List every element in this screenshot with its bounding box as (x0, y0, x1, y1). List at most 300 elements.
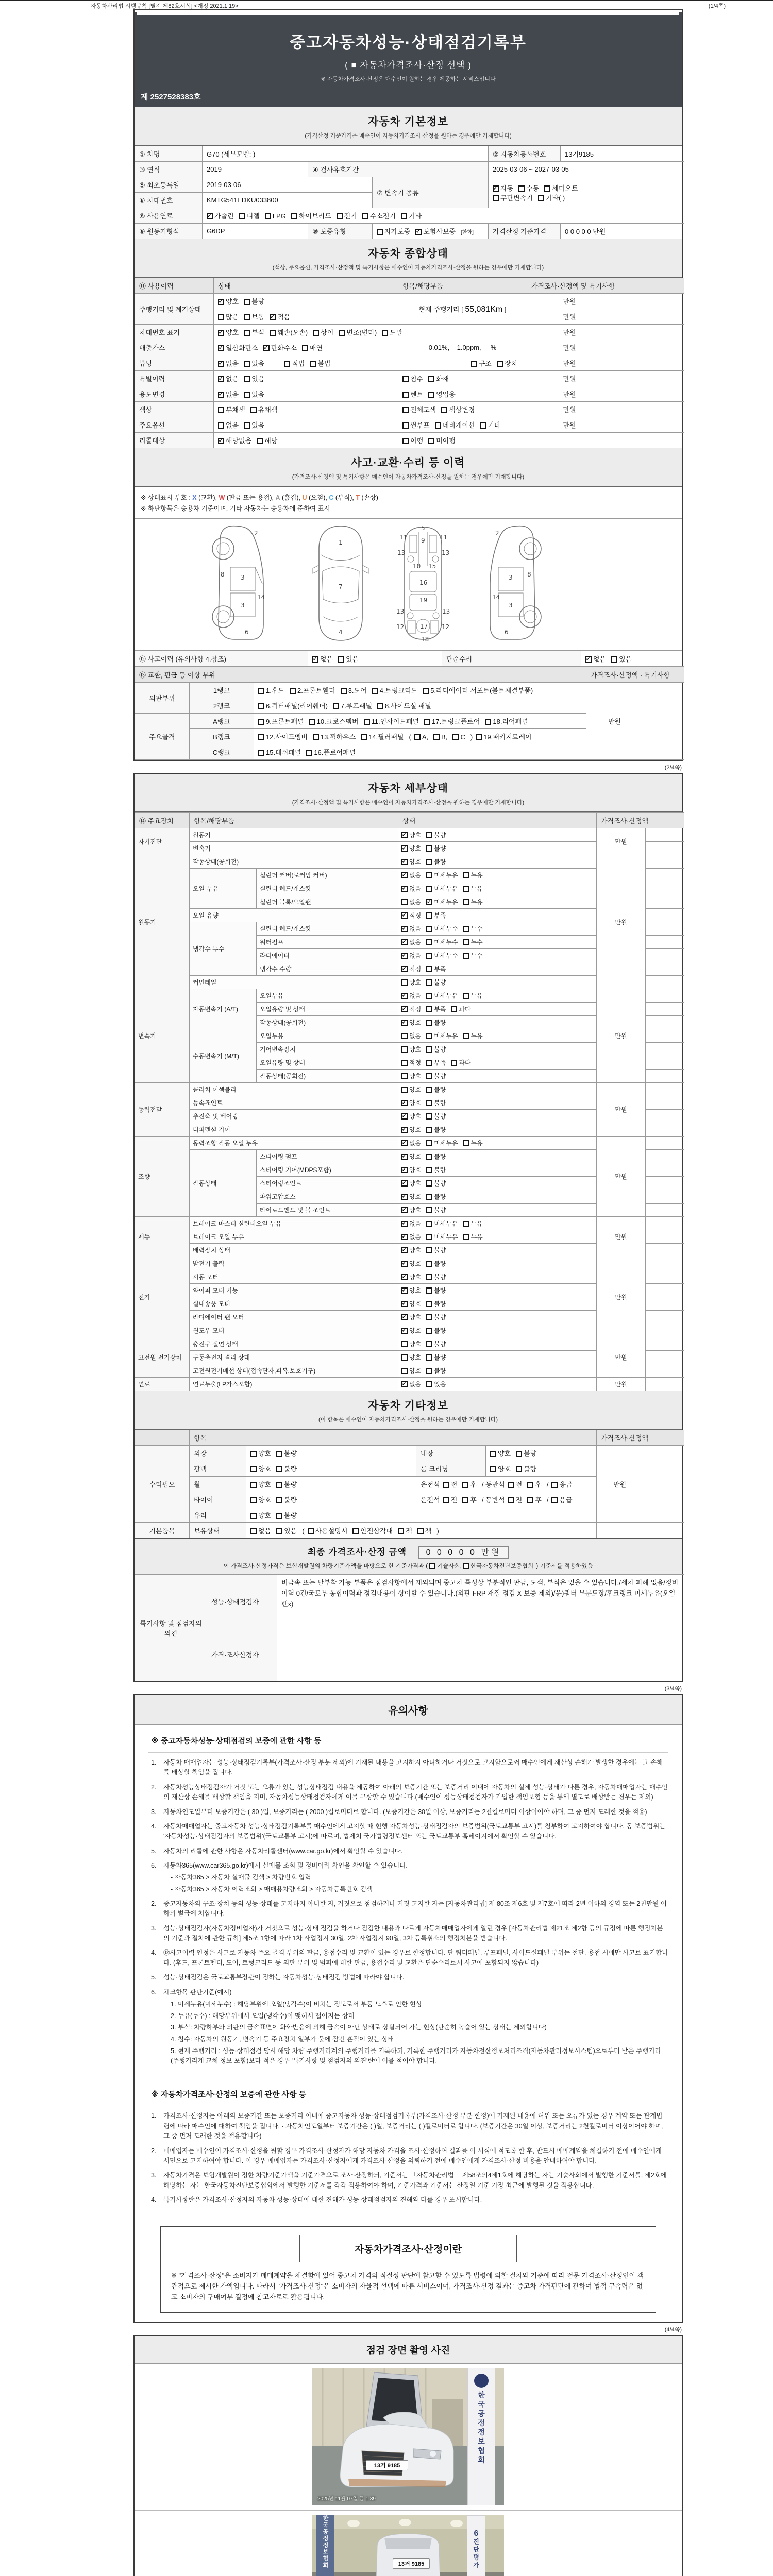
check-option[interactable] (258, 747, 301, 757)
check-option[interactable] (426, 964, 446, 973)
check-option[interactable] (538, 193, 565, 202)
checkbox-icon[interactable] (309, 719, 315, 725)
checkbox-icon[interactable] (426, 1060, 432, 1066)
check-option[interactable] (490, 1464, 511, 1473)
check-option[interactable] (401, 884, 421, 893)
checkbox-icon[interactable] (250, 1513, 257, 1519)
checkbox-icon[interactable] (426, 966, 432, 972)
check-option[interactable] (426, 1005, 446, 1013)
checkbox-icon[interactable] (426, 1167, 432, 1173)
check-option[interactable] (401, 1045, 421, 1054)
check-option[interactable] (463, 1031, 483, 1040)
check-option[interactable] (276, 1448, 297, 1458)
check-option[interactable] (493, 193, 533, 202)
checkbox-icon[interactable] (426, 1140, 432, 1146)
check-option[interactable] (426, 1139, 458, 1147)
check-option[interactable] (401, 1366, 421, 1375)
checkbox-icon[interactable] (426, 912, 432, 919)
checkbox-icon[interactable] (218, 407, 224, 413)
check-option[interactable] (302, 343, 323, 352)
checkbox-icon[interactable] (244, 361, 250, 367)
checkbox-icon[interactable] (443, 1482, 449, 1488)
check-option[interactable] (207, 211, 234, 221)
checkbox-icon[interactable] (218, 422, 224, 429)
check-option[interactable] (218, 312, 239, 321)
check-option[interactable] (291, 211, 331, 221)
check-option[interactable] (218, 343, 258, 352)
checkbox-icon[interactable] (426, 1354, 432, 1361)
check-option[interactable] (244, 358, 264, 368)
checkbox-icon[interactable] (516, 1451, 522, 1457)
check-option[interactable] (428, 374, 449, 383)
check-option[interactable] (276, 1526, 297, 1535)
check-option[interactable] (426, 1286, 446, 1295)
checkbox-icon[interactable] (551, 1482, 558, 1488)
checkbox-icon[interactable] (276, 1528, 282, 1534)
check-option[interactable] (426, 1085, 446, 1094)
check-option[interactable] (426, 871, 458, 879)
checkbox-icon[interactable] (401, 1354, 408, 1361)
checkbox-icon[interactable] (426, 859, 432, 865)
check-option[interactable] (426, 1353, 446, 1362)
check-option[interactable] (426, 1058, 446, 1067)
checkbox-icon[interactable] (452, 734, 459, 740)
checkbox-icon[interactable] (426, 1301, 432, 1307)
check-option[interactable] (270, 327, 308, 337)
checkbox-icon[interactable] (493, 195, 499, 201)
check-option[interactable] (218, 435, 251, 445)
check-option[interactable] (218, 420, 239, 430)
check-option[interactable] (428, 389, 456, 399)
checkbox-checked-icon[interactable] (401, 1274, 408, 1280)
check-option[interactable] (401, 1179, 421, 1188)
check-option[interactable] (250, 1448, 271, 1458)
check-option[interactable] (435, 420, 475, 430)
checkbox-icon[interactable] (426, 1341, 432, 1347)
checkbox-icon[interactable] (308, 1528, 314, 1534)
checkbox-icon[interactable] (372, 688, 378, 694)
checkbox-checked-icon[interactable] (218, 361, 224, 367)
check-option[interactable] (402, 435, 423, 445)
checkbox-icon[interactable] (276, 1482, 282, 1488)
check-option[interactable] (401, 1353, 421, 1362)
checkbox-icon[interactable] (426, 953, 432, 959)
checkbox-icon[interactable] (426, 1247, 432, 1253)
check-option[interactable] (544, 183, 578, 193)
checkbox-checked-icon[interactable] (312, 656, 318, 663)
check-option[interactable] (463, 938, 483, 946)
checkbox-icon[interactable] (377, 229, 383, 235)
check-option[interactable] (382, 327, 402, 337)
checkbox-icon[interactable] (313, 734, 319, 740)
checkbox-icon[interactable] (463, 899, 469, 905)
check-option[interactable] (401, 1192, 421, 1201)
checkbox-icon[interactable] (426, 1194, 432, 1200)
check-option[interactable] (364, 716, 419, 726)
checkbox-icon[interactable] (402, 438, 409, 444)
checkbox-icon[interactable] (428, 438, 434, 444)
checkbox-checked-icon[interactable] (401, 926, 408, 932)
check-option[interactable] (401, 871, 421, 879)
check-option[interactable] (426, 1366, 446, 1375)
checkbox-checked-icon[interactable] (401, 1221, 408, 1227)
checkbox-checked-icon[interactable] (585, 656, 592, 663)
checkbox-icon[interactable] (306, 750, 312, 756)
checkbox-checked-icon[interactable] (218, 345, 224, 351)
checkbox-icon[interactable] (258, 750, 264, 756)
check-option[interactable] (527, 1479, 542, 1489)
checkbox-checked-icon[interactable] (415, 229, 422, 235)
checkbox-icon[interactable] (338, 656, 344, 663)
checkbox-icon[interactable] (313, 330, 319, 336)
check-option[interactable] (401, 1313, 421, 1321)
checkbox-checked-icon[interactable] (401, 1287, 408, 1294)
checkbox-checked-icon[interactable] (401, 1180, 408, 1187)
checkbox-icon[interactable] (462, 1482, 468, 1488)
check-option[interactable] (585, 654, 606, 664)
checkbox-icon[interactable] (270, 330, 276, 336)
check-option[interactable] (426, 884, 458, 893)
check-option[interactable] (426, 1273, 446, 1281)
checkbox-icon[interactable] (426, 1274, 432, 1280)
check-option[interactable] (463, 991, 483, 1000)
check-option[interactable] (426, 1192, 446, 1201)
checkbox-icon[interactable] (250, 1482, 257, 1488)
checkbox-icon[interactable] (426, 845, 432, 852)
checkbox-icon[interactable] (426, 886, 432, 892)
check-option[interactable] (551, 1479, 572, 1489)
check-option[interactable] (463, 951, 483, 960)
check-option[interactable] (463, 1139, 483, 1147)
checkbox-icon[interactable] (361, 734, 367, 740)
checkbox-icon[interactable] (250, 1466, 257, 1472)
check-option[interactable] (372, 685, 418, 695)
check-option[interactable] (451, 1058, 470, 1067)
checkbox-icon[interactable] (244, 422, 250, 429)
check-option[interactable] (401, 1018, 421, 1027)
check-option[interactable] (352, 1526, 393, 1535)
checkbox-checked-icon[interactable] (401, 1234, 408, 1240)
checkbox-icon[interactable] (250, 407, 257, 413)
check-option[interactable] (401, 1112, 421, 1121)
checkbox-checked-icon[interactable] (401, 1247, 408, 1253)
check-option[interactable] (433, 733, 447, 741)
check-option[interactable] (401, 1326, 421, 1335)
checkbox-checked-icon[interactable] (401, 1328, 408, 1334)
check-option[interactable] (401, 1286, 421, 1295)
check-option[interactable] (401, 897, 421, 906)
check-option[interactable] (426, 911, 446, 920)
checkbox-icon[interactable] (401, 1368, 408, 1374)
check-option[interactable] (218, 296, 239, 306)
checkbox-icon[interactable] (443, 1497, 449, 1503)
checkbox-checked-icon[interactable] (401, 1314, 408, 1320)
checkbox-icon[interactable] (611, 656, 617, 663)
checkbox-icon[interactable] (401, 1073, 408, 1079)
checkbox-icon[interactable] (244, 314, 250, 320)
check-option[interactable] (239, 211, 260, 221)
check-option[interactable] (443, 1479, 458, 1489)
checkbox-icon[interactable] (441, 407, 447, 413)
checkbox-icon[interactable] (337, 213, 343, 219)
check-option[interactable] (527, 1495, 542, 1504)
checkbox-icon[interactable] (310, 361, 316, 367)
checkbox-icon[interactable] (402, 407, 409, 413)
check-option[interactable] (244, 296, 264, 306)
checkbox-icon[interactable] (333, 703, 339, 709)
checkbox-icon[interactable] (518, 185, 525, 192)
check-option[interactable] (611, 654, 632, 664)
checkbox-checked-icon[interactable] (401, 1194, 408, 1200)
check-option[interactable] (415, 226, 456, 236)
check-option[interactable] (471, 358, 492, 368)
checkbox-icon[interactable] (508, 1497, 514, 1503)
checkbox-icon[interactable] (362, 213, 368, 219)
check-option[interactable] (518, 183, 539, 193)
checkbox-icon[interactable] (352, 1528, 359, 1534)
check-option[interactable] (480, 420, 500, 430)
check-option[interactable] (250, 1510, 271, 1520)
checkbox-checked-icon[interactable] (401, 939, 408, 945)
checkbox-icon[interactable] (508, 1482, 514, 1488)
checkbox-checked-icon[interactable] (401, 859, 408, 865)
check-option[interactable] (401, 1273, 421, 1281)
check-option[interactable] (426, 978, 446, 987)
checkbox-icon[interactable] (401, 1341, 408, 1347)
check-option[interactable] (401, 1165, 421, 1174)
checkbox-icon[interactable] (339, 330, 345, 336)
check-option[interactable] (401, 1031, 421, 1040)
check-option[interactable] (309, 716, 359, 726)
checkbox-icon[interactable] (426, 1100, 432, 1106)
check-option[interactable] (339, 327, 377, 337)
checkbox-checked-icon[interactable] (401, 1154, 408, 1160)
check-option[interactable] (426, 1326, 446, 1335)
checkbox-icon[interactable] (426, 1234, 432, 1240)
checkbox-icon[interactable] (258, 688, 264, 694)
checkbox-icon[interactable] (426, 1087, 432, 1093)
check-option[interactable] (401, 1246, 421, 1255)
check-option[interactable] (250, 1479, 271, 1489)
checkbox-icon[interactable] (426, 1180, 432, 1187)
check-option[interactable] (313, 732, 356, 741)
checkbox-icon[interactable] (377, 703, 383, 709)
checkbox-checked-icon[interactable] (401, 872, 408, 878)
checkbox-icon[interactable] (398, 1528, 404, 1534)
check-option[interactable] (426, 1232, 458, 1241)
checkbox-icon[interactable] (426, 1046, 432, 1053)
check-option[interactable] (401, 1098, 421, 1107)
checkbox-icon[interactable] (463, 953, 469, 959)
checkbox-checked-icon[interactable] (270, 314, 276, 320)
checkbox-icon[interactable] (463, 1563, 469, 1569)
checkbox-icon[interactable] (276, 1451, 282, 1457)
check-option[interactable] (426, 1018, 446, 1027)
checkbox-icon[interactable] (490, 1466, 496, 1472)
check-option[interactable] (426, 1380, 446, 1388)
check-option[interactable] (452, 733, 465, 741)
check-option[interactable] (377, 701, 431, 710)
checkbox-icon[interactable] (538, 195, 544, 201)
check-option[interactable] (401, 1380, 421, 1388)
checkbox-icon[interactable] (463, 1033, 469, 1039)
check-option[interactable] (258, 701, 328, 710)
check-option[interactable] (401, 1206, 421, 1214)
checkbox-icon[interactable] (239, 213, 245, 219)
check-option[interactable] (462, 1479, 477, 1489)
check-option[interactable] (401, 1219, 421, 1228)
check-option[interactable] (463, 1232, 483, 1241)
checkbox-icon[interactable] (426, 939, 432, 945)
checkbox-icon[interactable] (402, 422, 409, 429)
check-option[interactable] (426, 1219, 458, 1228)
checkbox-icon[interactable] (382, 330, 388, 336)
check-option[interactable] (426, 1031, 458, 1040)
checkbox-icon[interactable] (527, 1482, 533, 1488)
checkbox-icon[interactable] (401, 899, 408, 905)
check-option[interactable] (258, 716, 304, 726)
check-option[interactable] (401, 1139, 421, 1147)
check-option[interactable] (441, 404, 475, 414)
check-option[interactable] (250, 1526, 271, 1535)
check-option[interactable] (276, 1510, 297, 1520)
check-option[interactable] (341, 685, 367, 695)
checkbox-icon[interactable] (435, 422, 441, 429)
check-option[interactable] (443, 1495, 458, 1504)
checkbox-checked-icon[interactable] (401, 1167, 408, 1173)
check-option[interactable] (338, 654, 359, 664)
check-option[interactable] (401, 831, 421, 839)
checkbox-icon[interactable] (291, 213, 297, 219)
check-option[interactable] (401, 911, 421, 920)
checkbox-icon[interactable] (462, 1497, 468, 1503)
check-option[interactable] (463, 1562, 533, 1570)
checkbox-checked-icon[interactable] (263, 345, 270, 351)
checkbox-icon[interactable] (451, 1006, 457, 1012)
check-option[interactable] (337, 211, 357, 221)
check-option[interactable] (426, 1299, 446, 1308)
check-option[interactable] (270, 312, 290, 321)
check-option[interactable] (401, 1085, 421, 1094)
checkbox-icon[interactable] (471, 361, 477, 367)
checkbox-icon[interactable] (426, 1261, 432, 1267)
checkbox-icon[interactable] (244, 299, 250, 305)
check-option[interactable] (401, 1125, 421, 1134)
check-option[interactable] (426, 1259, 446, 1268)
check-option[interactable] (258, 732, 308, 741)
checkbox-icon[interactable] (218, 314, 224, 320)
check-option[interactable] (426, 1072, 446, 1080)
checkbox-icon[interactable] (302, 345, 308, 351)
checkbox-icon[interactable] (401, 1033, 408, 1039)
check-option[interactable] (218, 389, 239, 399)
checkbox-icon[interactable] (426, 1113, 432, 1120)
check-option[interactable] (401, 1340, 421, 1348)
checkbox-icon[interactable] (426, 1328, 432, 1334)
check-option[interactable] (401, 924, 421, 933)
checkbox-checked-icon[interactable] (401, 1020, 408, 1026)
check-option[interactable] (362, 211, 396, 221)
check-option[interactable] (218, 404, 245, 414)
check-option[interactable] (426, 844, 446, 853)
check-option[interactable] (312, 654, 333, 664)
check-option[interactable] (398, 1526, 412, 1535)
check-option[interactable] (306, 747, 356, 757)
checkbox-icon[interactable] (426, 1073, 432, 1079)
check-option[interactable] (426, 1246, 446, 1255)
check-option[interactable] (333, 701, 372, 710)
checkbox-icon[interactable] (551, 1497, 558, 1503)
checkbox-icon[interactable] (426, 1381, 432, 1387)
check-option[interactable] (258, 685, 284, 695)
check-option[interactable] (516, 1464, 536, 1473)
checkbox-checked-icon[interactable] (401, 1127, 408, 1133)
check-option[interactable] (265, 212, 286, 220)
checkbox-checked-icon[interactable] (401, 993, 408, 999)
checkbox-icon[interactable] (426, 832, 432, 838)
check-option[interactable] (426, 938, 458, 946)
checkbox-icon[interactable] (258, 703, 264, 709)
check-option[interactable] (426, 1152, 446, 1161)
check-option[interactable] (276, 1464, 297, 1473)
check-option[interactable] (426, 951, 458, 960)
check-option[interactable] (508, 1495, 523, 1504)
check-option[interactable] (426, 1165, 446, 1174)
checkbox-icon[interactable] (426, 872, 432, 878)
check-option[interactable] (401, 978, 421, 987)
check-option[interactable] (508, 1479, 523, 1489)
checkbox-icon[interactable] (426, 993, 432, 999)
check-option[interactable] (426, 1125, 446, 1134)
check-option[interactable] (263, 343, 297, 352)
check-option[interactable] (244, 312, 264, 321)
check-option[interactable] (218, 358, 239, 368)
checkbox-icon[interactable] (426, 1287, 432, 1294)
check-option[interactable] (516, 1448, 536, 1458)
checkbox-icon[interactable] (401, 979, 408, 986)
check-option[interactable] (244, 389, 264, 399)
check-option[interactable] (424, 716, 480, 726)
check-option[interactable] (401, 211, 422, 221)
checkbox-icon[interactable] (426, 1207, 432, 1213)
checkbox-checked-icon[interactable] (493, 185, 499, 192)
check-option[interactable] (401, 1259, 421, 1268)
checkbox-checked-icon[interactable] (401, 1207, 408, 1213)
checkbox-icon[interactable] (428, 376, 434, 382)
checkbox-icon[interactable] (402, 392, 409, 398)
checkbox-icon[interactable] (463, 872, 469, 878)
checkbox-icon[interactable] (244, 330, 250, 336)
checkbox-icon[interactable] (244, 392, 250, 398)
checkbox-icon[interactable] (426, 1221, 432, 1227)
check-option[interactable] (463, 1219, 483, 1228)
check-option[interactable] (401, 951, 421, 960)
check-option[interactable] (485, 716, 528, 726)
checkbox-checked-icon[interactable] (207, 213, 213, 219)
check-option[interactable] (426, 991, 458, 1000)
check-option[interactable] (490, 1448, 511, 1458)
checkbox-icon[interactable] (258, 734, 264, 740)
check-option[interactable] (401, 938, 421, 946)
checkbox-checked-icon[interactable] (401, 1113, 408, 1120)
check-option[interactable] (310, 358, 330, 368)
check-option[interactable] (426, 1045, 446, 1054)
checkbox-icon[interactable] (433, 734, 440, 740)
checkbox-icon[interactable] (476, 734, 482, 740)
checkbox-icon[interactable] (429, 1563, 435, 1569)
checkbox-checked-icon[interactable] (401, 912, 408, 919)
check-option[interactable] (401, 1005, 421, 1013)
